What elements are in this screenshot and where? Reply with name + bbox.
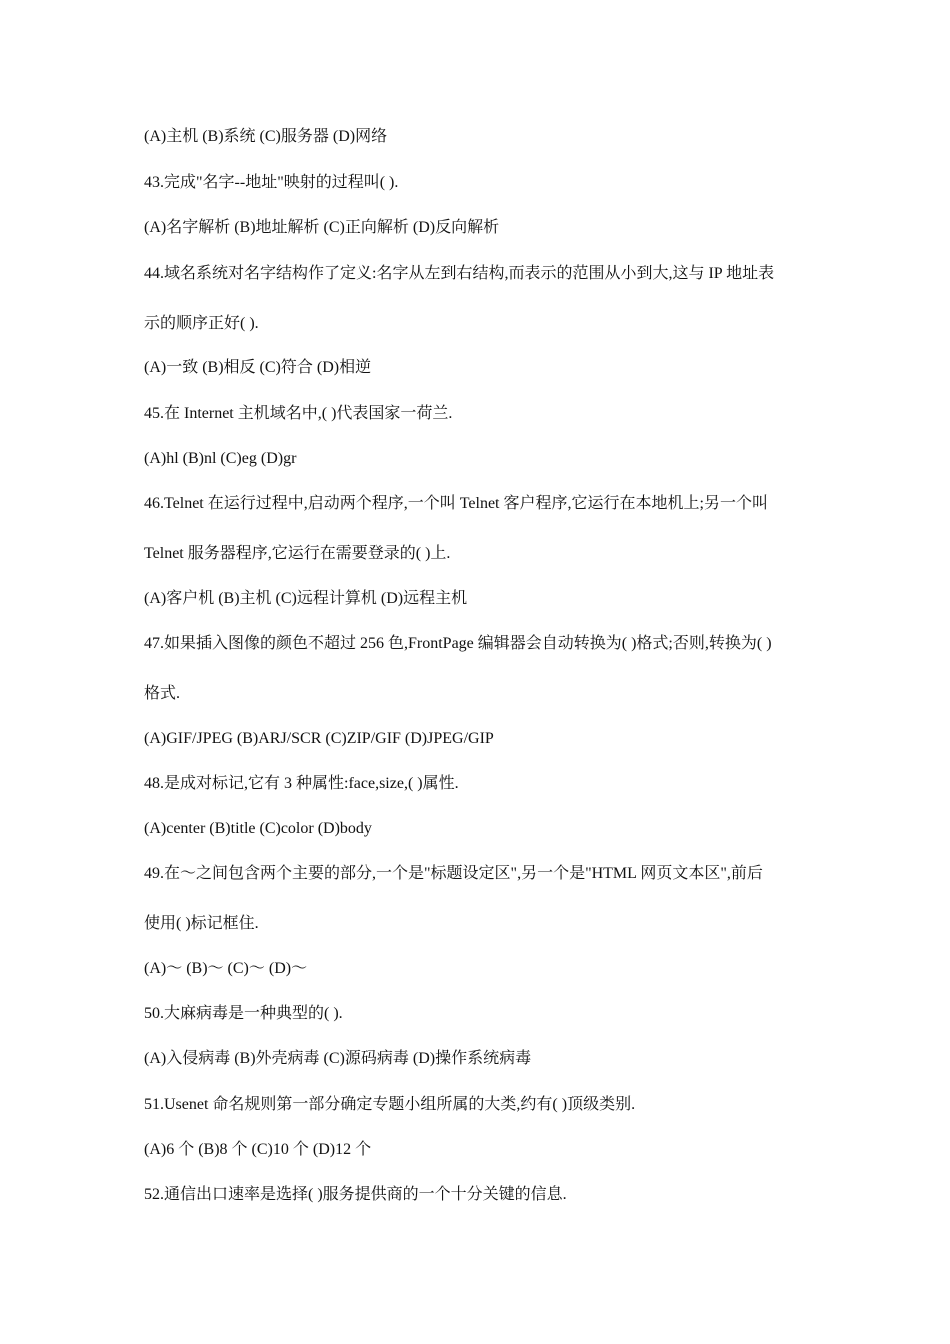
- text-line: (A)入侵病毒 (B)外壳病毒 (C)源码病毒 (D)操作系统病毒: [144, 1050, 532, 1067]
- text-line: Telnet 服务器程序,它运行在需要登录的( )上.: [144, 545, 451, 562]
- text-line: (A)主机 (B)系统 (C)服务器 (D)网络: [144, 128, 388, 145]
- text-line: 51.Usenet 命名规则第一部分确定专题小组所属的大类,约有( )顶级类别.: [144, 1096, 636, 1113]
- text-line: 50.大麻病毒是一种典型的( ).: [144, 1005, 343, 1022]
- text-line: 43.完成"名字--地址"映射的过程叫( ).: [144, 174, 399, 191]
- text-line: 示的顺序正好( ).: [144, 315, 259, 332]
- text-line: 格式.: [144, 685, 181, 702]
- text-line: (A)一致 (B)相反 (C)符合 (D)相逆: [144, 359, 372, 376]
- text-line: 52.通信出口速率是选择( )服务提供商的一个十分关键的信息.: [144, 1186, 567, 1203]
- text-line: 44.域名系统对名字结构作了定义:名字从左到右结构,而表示的范围从小到大,这与 IP 地址表: [144, 265, 775, 282]
- text-line: (A)名字解析 (B)地址解析 (C)正向解析 (D)反向解析: [144, 219, 500, 236]
- text-line: (A)6 个 (B)8 个 (C)10 个 (D)12 个: [144, 1141, 372, 1158]
- text-line: (A)～ (B)～ (C)～ (D)～: [144, 960, 308, 977]
- text-line: (A)客户机 (B)主机 (C)远程计算机 (D)远程主机: [144, 590, 468, 607]
- text-line: 47.如果插入图像的颜色不超过 256 色,FrontPage 编辑器会自动转换为( )格式;否则,转换为( ): [144, 635, 772, 652]
- text-line: 使用( )标记框住.: [144, 915, 259, 932]
- text-line: 46.Telnet 在运行过程中,启动两个程序,一个叫 Telnet 客户程序,它运行在本地机上;另一个叫: [144, 495, 768, 512]
- text-line: (A)GIF/JPEG (B)ARJ/SCR (C)ZIP/GIF (D)JPEG/GIP: [144, 730, 494, 747]
- text-line: 45.在 Internet 主机域名中,( )代表国家一荷兰.: [144, 405, 453, 422]
- text-line: (A)center (B)title (C)color (D)body: [144, 820, 372, 837]
- text-line: (A)hl (B)nl (C)eg (D)gr: [144, 450, 297, 467]
- text-line: 48.是成对标记,它有 3 种属性:face,size,( )属性.: [144, 775, 459, 792]
- text-line: 49.在～之间包含两个主要的部分,一个是"标题设定区",另一个是"HTML 网页文本区",前后: [144, 865, 763, 882]
